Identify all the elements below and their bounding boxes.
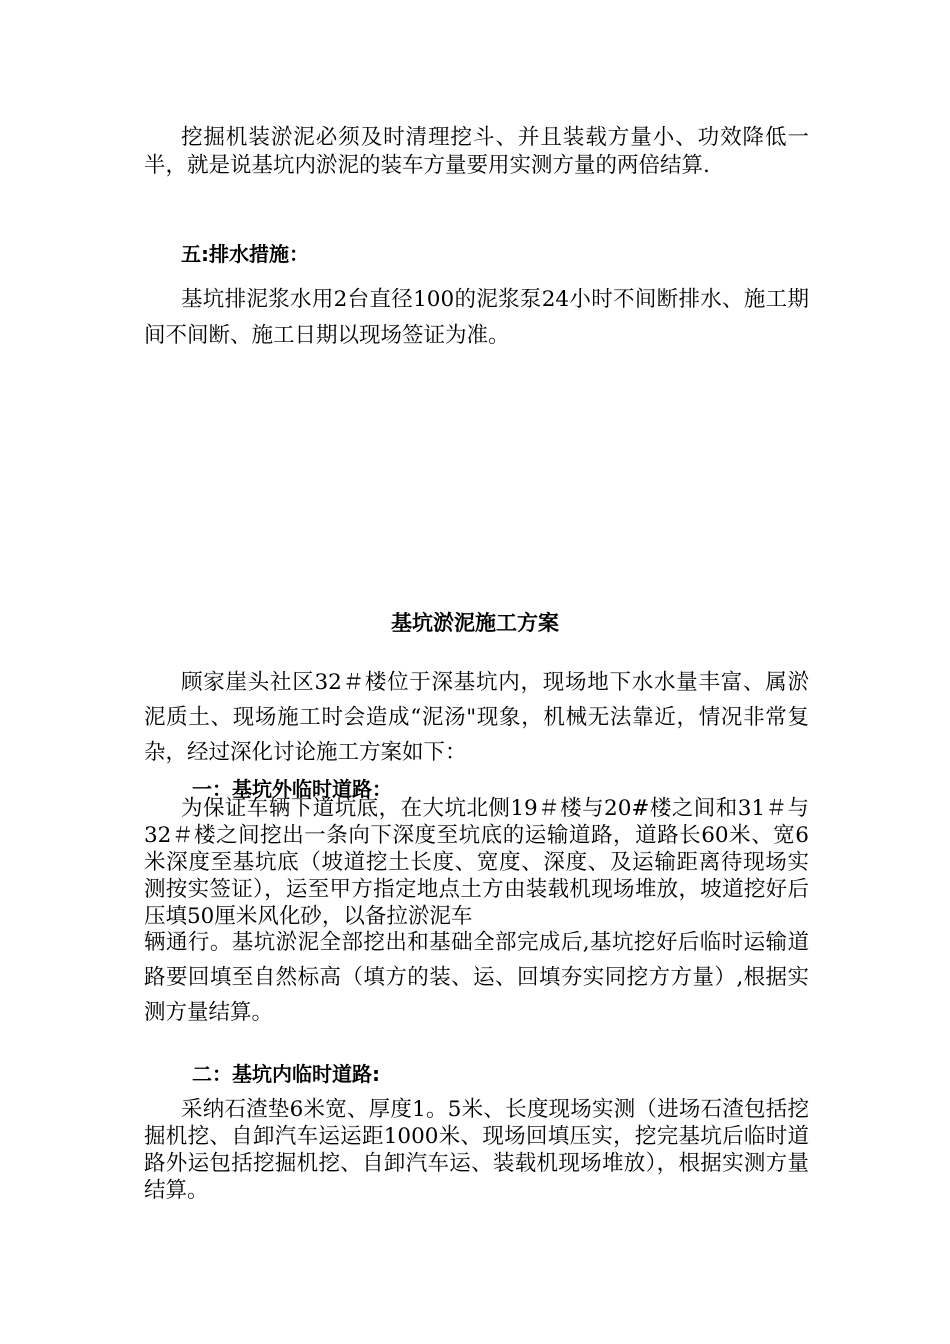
intro-paragraph: 挖掘机装淤泥必须及时清理挖斗、并且装载方量小、功效降低一半，就是说基坑内淤泥的装车方量要用实测方量的两倍结算. xyxy=(144,125,809,178)
overview-paragraph: 顾家崖头社区32＃楼位于深基坑内，现场地下水水量丰富、属淤泥质土、现场施工时会造成“泥汤"现象，机械无法靠近，情况非常复杂，经过深化讨论施工方案如下： xyxy=(144,670,809,765)
document-title: 基坑淤泥施工方案 xyxy=(391,611,559,635)
inner-road-heading: 二：基坑内临时道路: xyxy=(192,1062,380,1086)
outer-road-paragraph-continued: 辆通行。基坑淤泥全部挖出和基础全部完成后,基坑挖好后临时运输道路要回填至自然标高（填方的装、运、回填夯实同挖方方量）,根据实测方量结算。 xyxy=(144,930,809,1025)
outer-road-paragraph: 为保证车辆下道坑底，在大坑北侧19＃楼与20#楼之间和31＃与32＃楼之间挖出一条向下深度至坑底的运输道路，道路长60米、宽6米深度至基坑底（坡道挖土长度、宽度、深度、及运输距离待现场实测按实签证），运至甲方指定地点土方由装载机现场堆放，坡道挖好后压填50厘米风化砂，以备拉淤泥车 xyxy=(144,796,809,929)
drainage-paragraph: 基坑排泥浆水用2台直径100的泥浆泵24小时不间断排水、施工期间不间断、施工日期以现场签证为准。 xyxy=(144,287,809,348)
outer-road-heading: 一：基坑外临时道路： xyxy=(192,777,392,801)
drainage-heading: 五:排水措施： xyxy=(181,242,309,266)
inner-road-paragraph: 采纳石渣垫6米宽、厚度1。5米、长度现场实测（进场石渣包括挖掘机挖、自卸汽车运运距1000米、现场回填压实，挖完基坑后临时道路外运包括挖掘机挖、自卸汽车运、装载机现场堆放），根据实测方量结算。 xyxy=(144,1097,809,1203)
